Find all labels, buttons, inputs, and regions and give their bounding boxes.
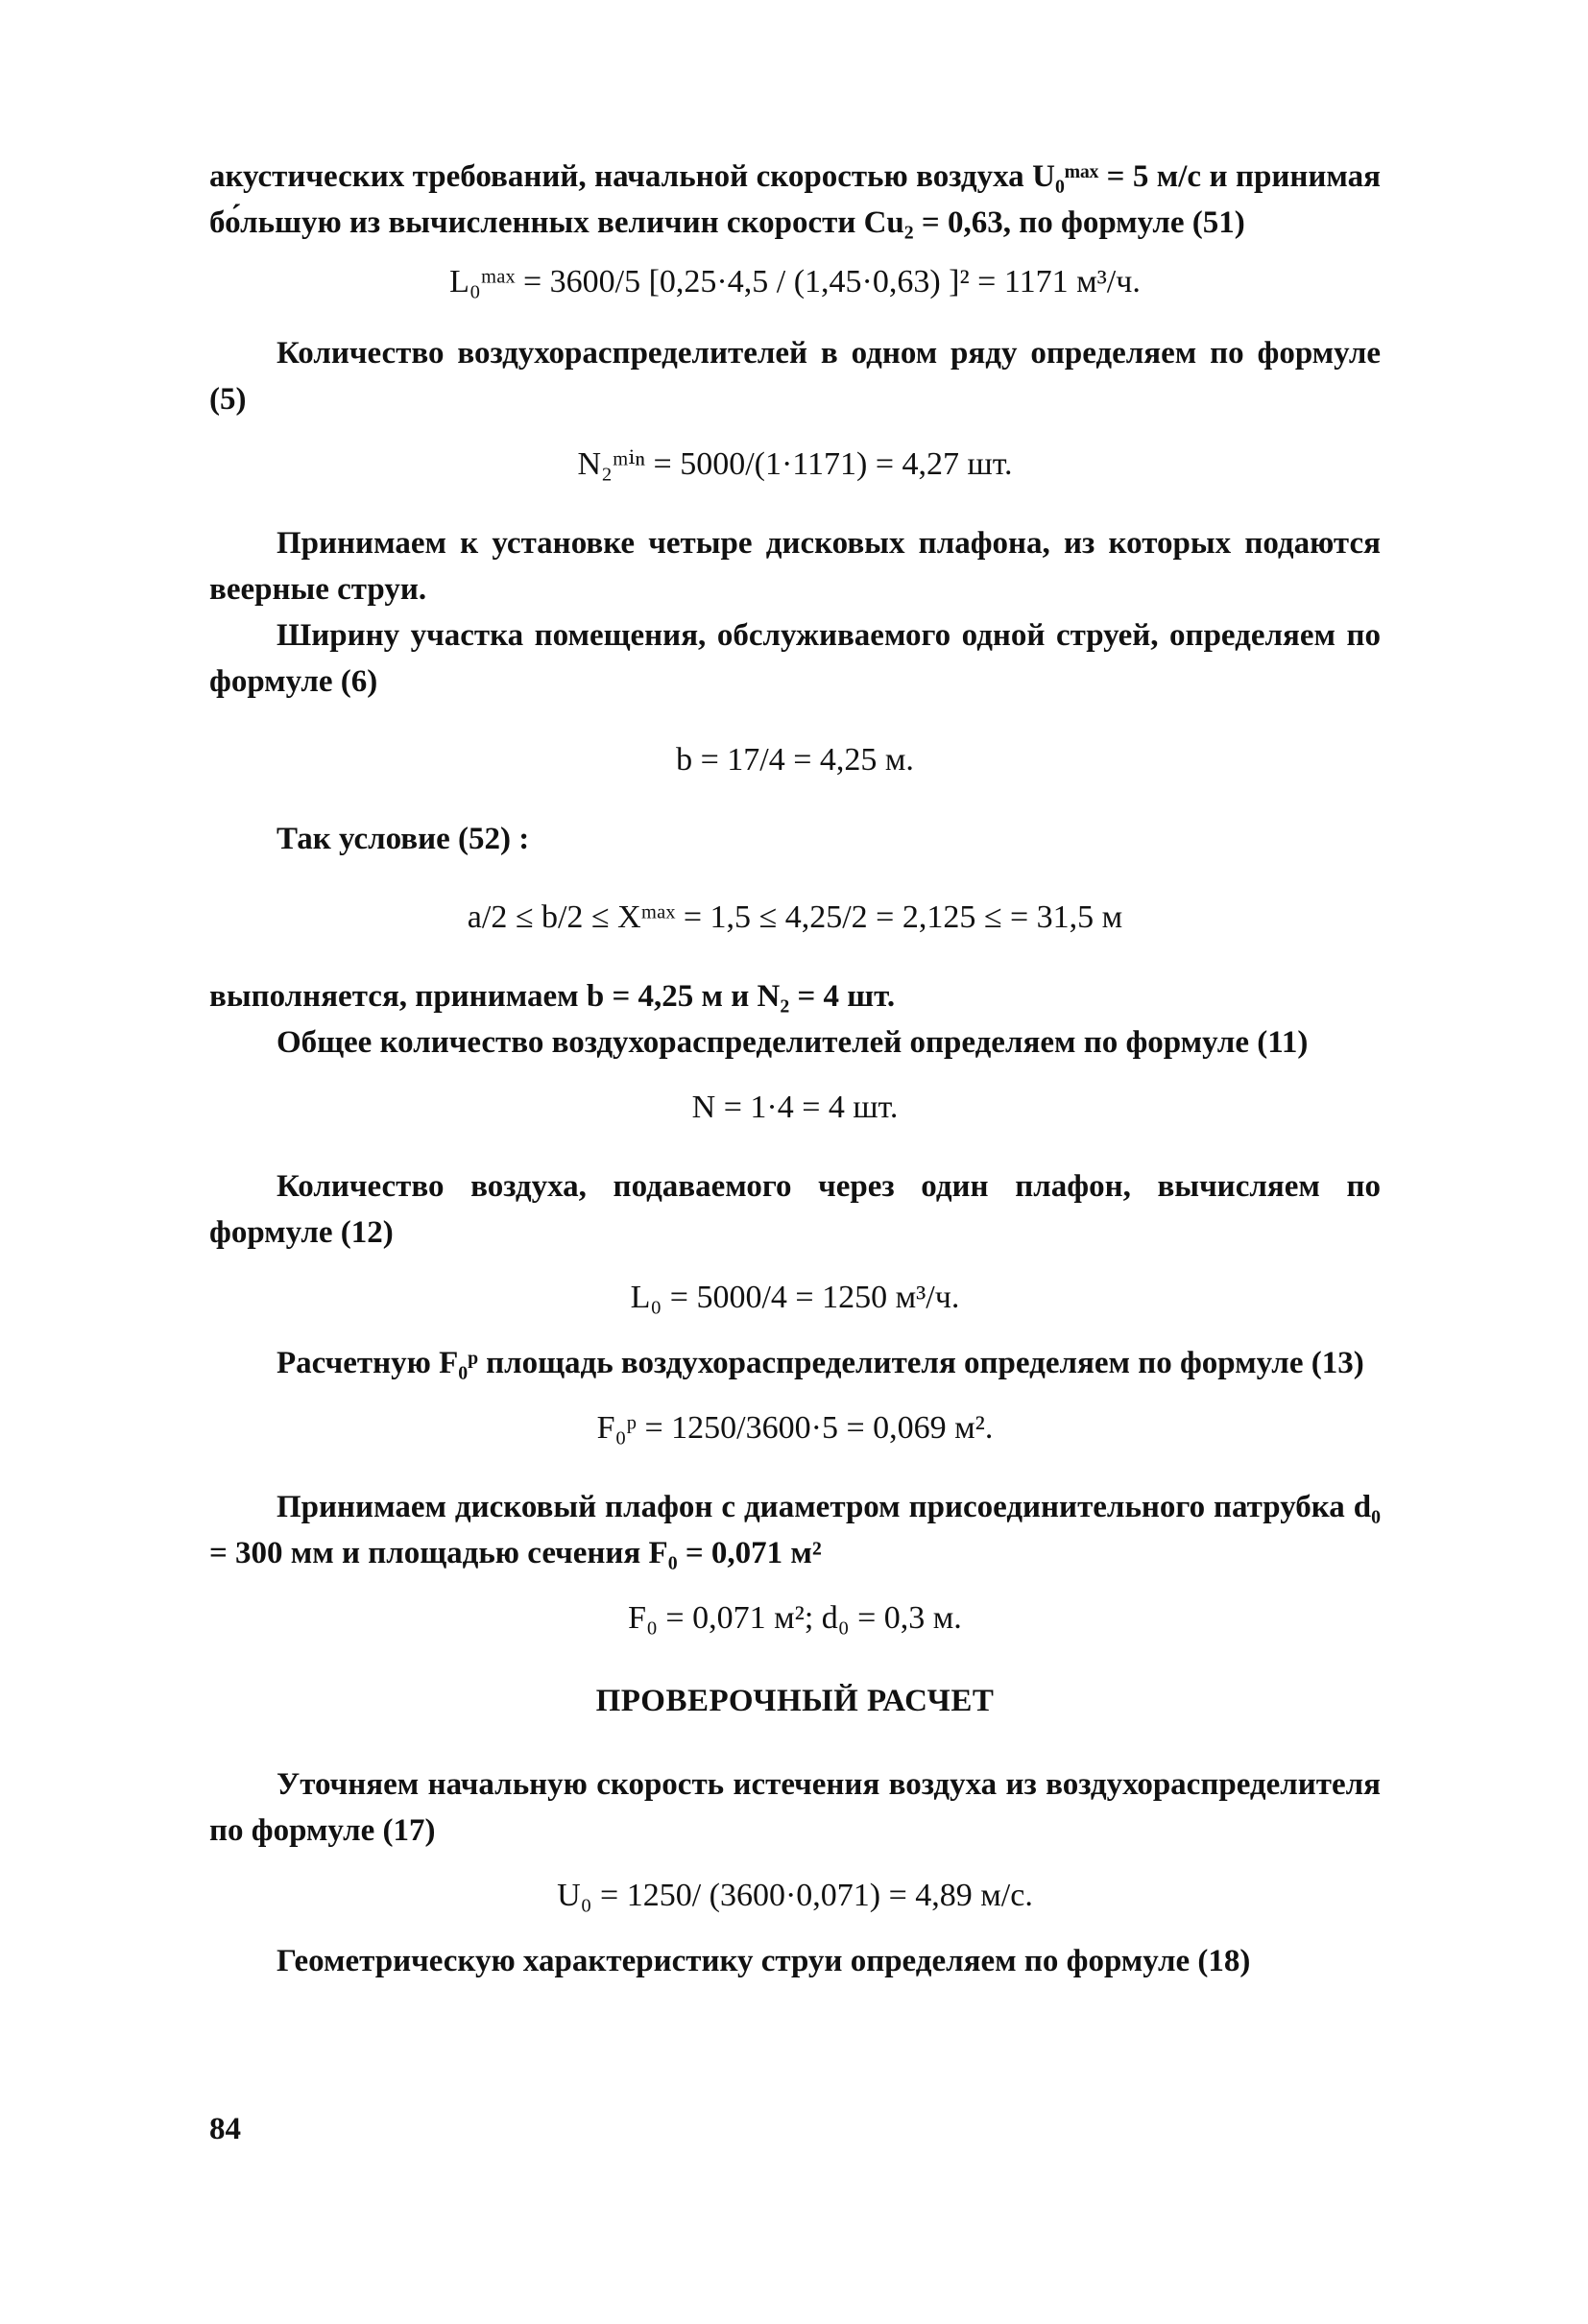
formula-n2-min: N₂ᵐⁱⁿ = 5000/(1·1171) = 4,27 шт. (577, 446, 1013, 482)
paragraph-acoustic-requirements: акустических требований, начальной скоростью воздуха U₀ᵐᵃˣ = 5 м/с и принимая бо́льшую из вычисленных величин скорости Cu₂ = 0,63, по формуле (51) (209, 159, 1381, 240)
paragraph-condition-52: Так условие (52) : (277, 822, 530, 856)
formula-f0-d0: F₀ = 0,071 м²; d₀ = 0,3 м. (628, 1600, 962, 1636)
paragraph-air-per-plafond: Количество воздуха, подаваемого через один плафон, вычисляем по формуле (12) (209, 1169, 1381, 1250)
formula-u0: U₀ = 1250/ (3600·0,071) = 4,89 м/с. (557, 1878, 1033, 1913)
formula-f0p: F₀ᵖ = 1250/3600·5 = 0,069 м². (596, 1410, 994, 1446)
paragraph-total-distributors: Общее количество воздухораспределителей определяем по формуле (11) (277, 1025, 1309, 1060)
formula-l0: L₀ = 5000/4 = 1250 м³/ч. (630, 1280, 960, 1315)
page-number: 84 (209, 2112, 241, 2146)
paragraph-disk-plafond-choice: Принимаем дисковый плафон с диаметром присоединительного патрубка d₀ = 300 мм и площадью сечения F₀ = 0,071 м² (209, 1490, 1381, 1570)
paragraph-design-area: Расчетную F₀ᵖ площадь воздухораспределителя определяем по формуле (13) (277, 1346, 1364, 1380)
formula-condition-52: a/2 ≤ b/2 ≤ Xᵐᵃˣ = 1,5 ≤ 4,25/2 = 2,125 ≤ = 31,5 м (467, 899, 1123, 935)
formula-l0-max: L₀ᵐᵃˣ = 3600/5 [0,25·4,5 / (1,45·0,63) ]² = 1171 м³/ч. (449, 264, 1141, 299)
paragraph-initial-velocity: Уточняем начальную скорость истечения воздуха из воздухораспределителя по формуле (17) (209, 1767, 1381, 1848)
formula-b: b = 17/4 = 4,25 м. (676, 742, 914, 778)
formula-n-total: N = 1·4 = 4 шт. (691, 1090, 899, 1125)
section-heading: ПРОВЕРОЧНЫЙ РАСЧЕТ (595, 1684, 995, 1718)
paragraph-condition-satisfied: выполняется, принимаем b = 4,25 м и N₂ = 4 шт. (209, 979, 896, 1014)
paragraph-distributor-count-row: Количество воздухораспределителей в одном ряду определяем по формуле (5) (209, 336, 1381, 417)
document-page (209, 154, 1381, 1984)
paragraph-geometric-characteristic: Геометрическую характеристику струи определяем по формуле (18) (277, 1944, 1251, 1978)
paragraph-section-width: Ширину участка помещения, обслуживаемого одной струей, определяем по формуле (6) (209, 618, 1381, 699)
paragraph-four-disk-plafonds: Принимаем к установке четыре дисковых плафона, из которых подаются веерные струи. (209, 526, 1381, 607)
